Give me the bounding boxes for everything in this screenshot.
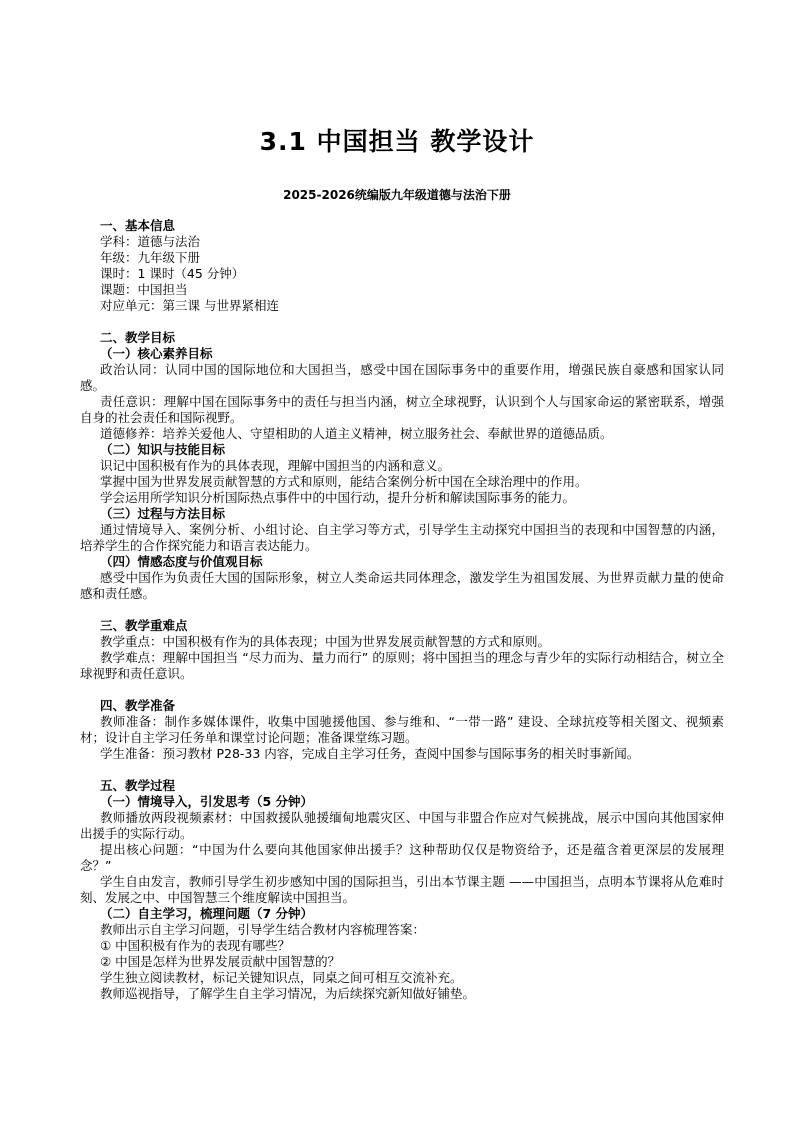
document-body — [80, 218, 724, 1002]
subsection-heading: （三）过程与方法目标 — [100, 506, 226, 521]
document-subtitle: 2025-2026统编版九年级道德与法治下册 — [283, 188, 511, 202]
list-item: ② 中国是怎样为世界发展贡献中国智慧的？ — [100, 954, 341, 969]
info-line: 课时：1 课时（45 分钟） — [100, 266, 245, 281]
subsection-heading: （一）核心素养目标 — [100, 346, 213, 361]
section-heading-key-points: 三、教学重难点 — [100, 618, 188, 633]
paragraph: 学生自由发言，教师引导学生初步感知中国的国际担当，引出本节课主题 ——中国担当，点明本节课将从危难时刻、发展之中、中国智慧三个维度解读中国担当。 — [80, 874, 724, 905]
paragraph: 教学重点：中国积极有作为的具体表现；中国为世界发展贡献智慧的方式和原则。 — [100, 634, 551, 649]
paragraph: 责任意识：理解中国在国际事务中的责任与担当内涵，树立全球视野，认识到个人与国家命运的紧密联系，增强自身的社会责任和国际视野。 — [80, 394, 724, 425]
info-line: 年级：九年级下册 — [100, 250, 201, 265]
paragraph: 教师准备：制作多媒体课件，收集中国驰援他国、参与维和、“一带一路” 建设、全球抗疫等相关图文、视频素材；设计自主学习任务单和课堂讨论问题；准备课堂练习题。 — [80, 714, 724, 745]
paragraph: 感受中国作为负责任大国的国际形象，树立人类命运共同体理念，激发学生为祖国发展、为世界贡献力量的使命感和责任感。 — [80, 570, 724, 601]
list-item: ① 中国积极有作为的表现有哪些？ — [100, 938, 291, 953]
subsection-heading: （二）知识与技能目标 — [100, 442, 226, 457]
paragraph: 教师出示自主学习问题，引导学生结合教材内容梳理答案： — [100, 922, 426, 937]
paragraph: 学会运用所学知识分析国际热点事件中的中国行动，提升分析和解读国际事务的能力。 — [100, 490, 576, 505]
subsection-heading: （四）情感态度与价值观目标 — [100, 554, 263, 569]
paragraph: 通过情境导入、案例分析、小组讨论、自主学习等方式，引导学生主动探究中国担当的表现和中国智慧的内涵，培养学生的合作探究能力和语言表达能力。 — [80, 522, 724, 553]
paragraph: 识记中国积极有作为的具体表现，理解中国担当的内涵和意义。 — [100, 458, 451, 473]
paragraph: 道德修养：培养关爱他人、守望相助的人道主义精神，树立服务社会、奉献世界的道德品质。 — [100, 426, 613, 441]
section-heading-objectives: 二、教学目标 — [100, 330, 176, 345]
info-line: 课题：中国担当 — [100, 282, 188, 297]
paragraph: 学生准备：预习教材 P28-33 内容，完成自主学习任务，查阅中国参与国际事务的相关时事新闻。 — [100, 746, 640, 761]
paragraph: 掌握中国为世界发展贡献智慧的方式和原则，能结合案例分析中国在全球治理中的作用。 — [100, 474, 588, 489]
section-heading-basic-info: 一、基本信息 — [100, 218, 176, 233]
section-heading-preparation: 四、教学准备 — [100, 698, 176, 713]
info-line: 对应单元：第三课 与世界紧相连 — [100, 298, 279, 313]
subsection-heading: （二）自主学习，梳理问题（7 分钟） — [100, 906, 314, 921]
paragraph: 政治认同：认同中国的国际地位和大国担当，感受中国在国际事务中的重要作用，增强民族自豪感和国家认同感。 — [80, 362, 724, 393]
document-title: 3.1 中国担当 教学设计 — [259, 127, 535, 156]
paragraph: 提出核心问题：“中国为什么要向其他国家伸出援手？这种帮助仅仅是物资给予，还是蕴含着更深层的发展理念？” — [80, 842, 724, 873]
section-heading-process: 五、教学过程 — [100, 778, 176, 793]
paragraph: 学生独立阅读教材，标记关键知识点，同桌之间可相互交流补充。 — [100, 970, 463, 985]
subsection-heading: （一）情境导入，引发思考（5 分钟） — [100, 794, 314, 809]
paragraph: 教师播放两段视频素材：中国救援队驰援缅甸地震灾区、中国与非盟合作应对气候挑战，展示中国向其他国家伸出援手的实际行动。 — [80, 810, 724, 841]
paragraph: 教学难点：理解中国担当 “尽力而为、量力而行” 的原则；将中国担当的理念与青少年的实际行动相结合，树立全球视野和责任意识。 — [80, 650, 724, 681]
info-line: 学科：道德与法治 — [100, 234, 201, 249]
paragraph: 教师巡视指导，了解学生自主学习情况，为后续探究新知做好铺垫。 — [100, 986, 476, 1001]
